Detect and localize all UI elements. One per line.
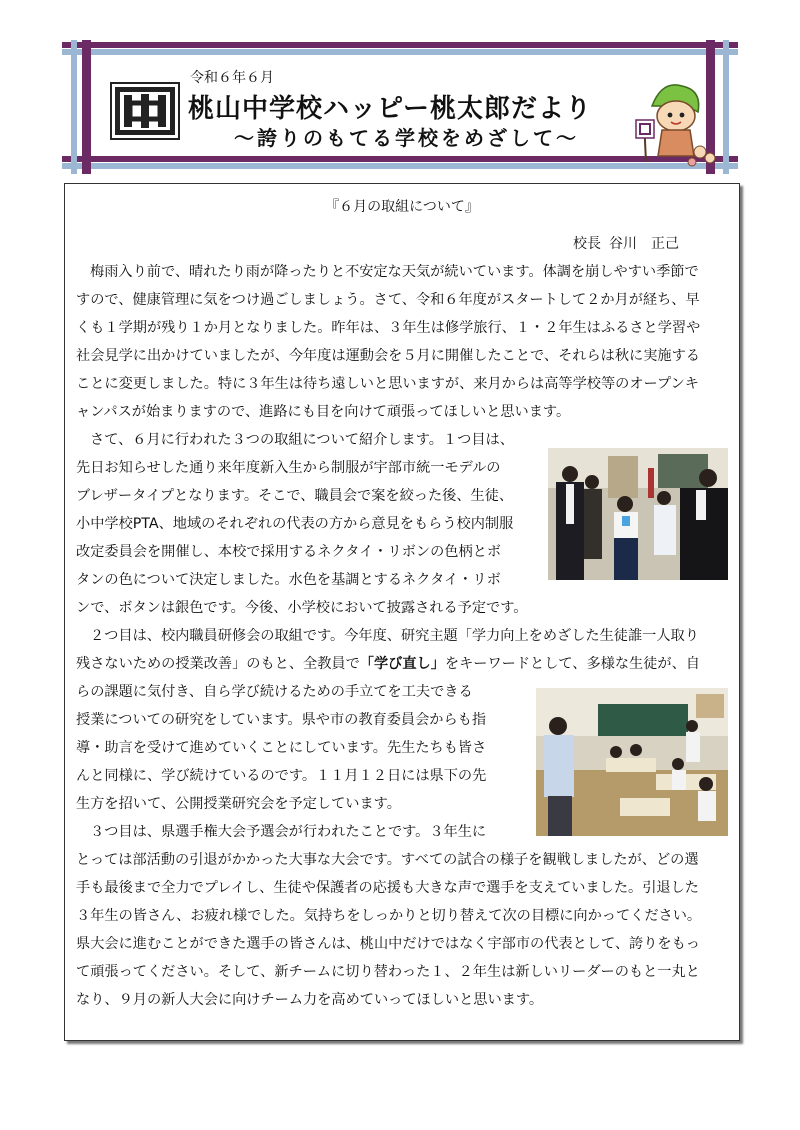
body-line: 生方を招いて、公開授業研究会を予定しています。 bbox=[76, 796, 401, 812]
author-given-name: 正己 bbox=[651, 236, 679, 252]
school-logo-icon bbox=[110, 82, 180, 140]
author-family-name: 谷川 bbox=[609, 236, 637, 252]
header-banner bbox=[62, 40, 738, 174]
newsletter-title: 桃山中学校ハッピー桃太郎だより bbox=[188, 94, 592, 124]
newsletter-subtitle: ～誇りのもてる学校をめざして～ bbox=[234, 126, 579, 150]
banner-right-border-blue bbox=[723, 40, 729, 174]
body-line: らの課題に気付き、自ら学び続けるための手立てを工夫できる bbox=[76, 684, 473, 700]
body-line: ンで、ボタンは銀色です。今後、小学校において披露される予定です。 bbox=[76, 600, 528, 616]
body-line: んと同様に、学び続けているのです。１１月１２日には県下の先 bbox=[76, 768, 487, 784]
body-line: ３年生の皆さん、お疲れ様でした。気持ちをしっかりと切り替えて次の目標に向かってください。 bbox=[76, 908, 702, 924]
issue-date: 令和６年６月 bbox=[190, 70, 274, 86]
teacher-training-photo bbox=[536, 688, 728, 836]
body-line: 小中学校PTA、地域のそれぞれの代表の方から意見をもらう校内制服 bbox=[76, 516, 514, 532]
author-line bbox=[565, 233, 679, 253]
banner-left-border-blue bbox=[71, 40, 77, 174]
body-line: さて、６月に行われた３つの取組について紹介します。１つ目は、 bbox=[90, 432, 514, 448]
body-line-keyword: 残さないための授業改善」のもと、全教員で「学び直し」をキーワードとして、多様な生徒が、自 bbox=[76, 656, 700, 672]
body-line: 梅雨入り前で、晴れたり雨が降ったりと不安定な天気が続いています。体調を崩しやすい季節で bbox=[90, 264, 699, 280]
body-line: ３つ目は、県選手権大会予選会が行われたことです。３年生に bbox=[90, 824, 487, 840]
body-line: ブレザータイプとなります。そこで、職員会で案を絞った後、生徒、 bbox=[76, 488, 514, 504]
article-box bbox=[64, 183, 740, 1041]
body-line: 導・助言を受けて進めていくことにしています。先生たちも皆さ bbox=[76, 740, 487, 756]
momotaro-mascot-icon bbox=[632, 76, 718, 168]
body-line: 手も最後まで全力でプレイし、生徒や保護者の応援も大きな声で選手を支えていました。引退した bbox=[76, 880, 699, 896]
body-line: 県大会に進むことができた選手の皆さんは、桃山中だけではなく宇部市の代表として、誇りをもっ bbox=[76, 936, 700, 952]
uniform-committee-photo bbox=[548, 448, 728, 580]
body-line: ２つ目は、校内職員研修会の取組です。今年度、研究主題「学力向上をめざした生徒誰一人取り bbox=[90, 628, 699, 644]
body-line: て頑張ってください。そして、新チームに切り替わった１、２年生は新しいリーダーのもと一丸と bbox=[76, 964, 700, 980]
body-line: ャンパスが始まりますので、進路にも目を向けて頑張ってほしいと思います。 bbox=[76, 404, 571, 420]
body-line: 社会見学に出かけていましたが、今年度は運動会を５月に開催したことで、それらは秋に実施する bbox=[76, 348, 700, 364]
body-line: とっては部活動の引退がかかった大事な大会です。すべての試合の様子を観戦しましたが、どの選 bbox=[76, 852, 699, 868]
body-line: 改定委員会を開催し、本校で採用するネクタイ・リボンの色柄とボ bbox=[76, 544, 502, 560]
body-line: 授業についての研究をしています。県や市の教育委員会からも指 bbox=[76, 712, 487, 728]
banner-top-border-blue bbox=[62, 49, 738, 55]
section-title: 『６月の取組について』 bbox=[325, 199, 479, 215]
body-line: ことに変更しました。特に３年生は待ち遠しいと思いますが、来月からは高等学校等のオープンキ bbox=[76, 376, 699, 392]
body-line: 先日お知らせした通り来年度新入生から制服が宇部市統一モデルの bbox=[76, 460, 501, 476]
body-line: すので、健康管理に気をつけ過ごしましょう。さて、令和６年度がスタートして２か月が経ち、早 bbox=[76, 292, 700, 308]
keyword-manabinaoshi: 「学び直し」 bbox=[359, 656, 445, 672]
banner-left-border bbox=[82, 40, 91, 174]
body-line: タンの色について決定しました。水色を基調とするネクタイ・リボ bbox=[76, 572, 501, 588]
body-line: くも１学期が残り１か月となりました。昨年は、３年生は修学旅行、１・２年生はふるさと学習や bbox=[76, 320, 701, 336]
banner-top-border bbox=[62, 42, 738, 48]
author-role: 校長 bbox=[573, 236, 601, 252]
body-line: なり、９月の新人大会に向けチーム力を高めていってほしいと思います。 bbox=[76, 992, 544, 1008]
